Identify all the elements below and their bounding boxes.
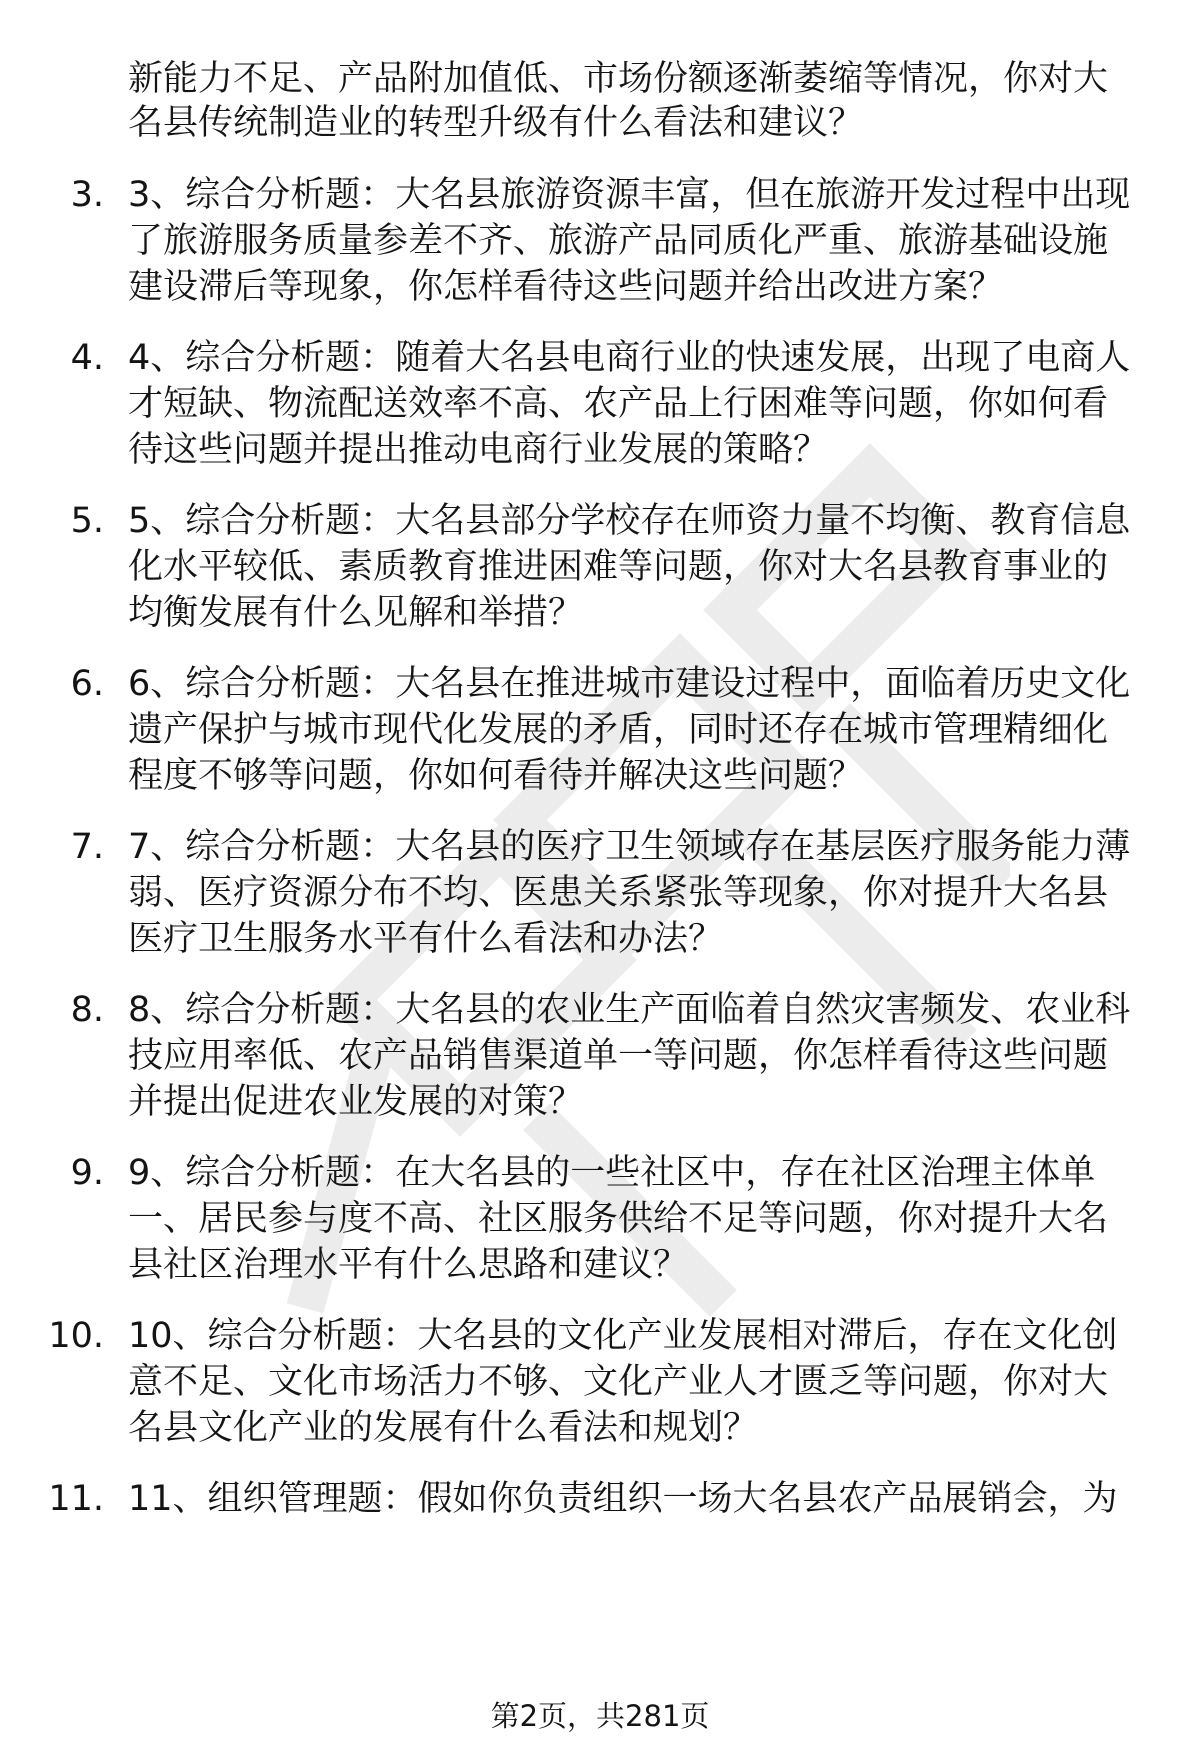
question-text: 10、综合分析题：大名县的文化产业发展相对滞后，存在文化创 (128, 1316, 1118, 1356)
page-footer: 第2页，共281页 (490, 1699, 710, 1733)
list-number: 7. (70, 827, 104, 867)
question-text: 了旅游服务质量参差不齐、旅游产品同质化严重、旅游基础设施 (128, 221, 1109, 261)
list-number: 9. (70, 1153, 104, 1193)
question-text: 才短缺、物流配送效率不高、农产品上行困难等问题，你如何看 (128, 384, 1109, 424)
question-text: 建设滞后等现象，你怎样看待这些问题并给出改进方案？ (128, 267, 1004, 307)
question-text: 程度不够等问题，你如何看待并解决这些问题？ (128, 756, 864, 796)
question-text: 意不足、文化市场活力不够、文化产业人才匮乏等问题，你对大 (128, 1362, 1109, 1402)
list-number: 4. (70, 338, 104, 378)
question-text: 5、综合分析题：大名县部分学校存在师资力量不均衡、教育信息 (128, 501, 1131, 541)
question-text: 医疗卫生服务水平有什么看法和办法？ (128, 919, 724, 959)
list-number: 5. (70, 501, 104, 541)
list-number: 6. (70, 664, 104, 704)
question-text: 待这些问题并提出推动电商行业发展的策略？ (128, 430, 829, 470)
question-text: 化水平较低、素质教育推进困难等问题，你对大名县教育事业的 (128, 547, 1109, 587)
question-text: 均衡发展有什么见解和举措？ (128, 593, 584, 633)
question-text: 县社区治理水平有什么思路和建议？ (128, 1245, 689, 1285)
list-number: 11. (48, 1479, 104, 1519)
question-text: 一、居民参与度不高、社区服务供给不足等问题，你对提升大名 (128, 1199, 1109, 1239)
question-text: 4、综合分析题：随着大名县电商行业的快速发展，出现了电商人 (128, 338, 1131, 378)
question-text: 7、综合分析题：大名县的医疗卫生领域存在基层医疗服务能力薄 (128, 827, 1131, 867)
list-number: 8. (70, 990, 104, 1030)
paragraph-text: 新能力不足、产品附加值低、市场份额逐渐萎缩等情况，你对大 (128, 59, 1109, 99)
question-text: 并提出促进农业发展的对策？ (128, 1082, 584, 1122)
question-text: 6、综合分析题：大名县在推进城市建设过程中，面临着历史文化 (128, 664, 1131, 704)
question-text: 9、综合分析题：在大名县的一些社区中，存在社区治理主体单 (128, 1153, 1096, 1193)
question-text: 弱、医疗资源分布不均、医患关系紧张等现象，你对提升大名县 (128, 873, 1109, 913)
paragraph-text: 名县传统制造业的转型升级有什么看法和建议？ (128, 103, 864, 143)
question-text: 技应用率低、农产品销售渠道单一等问题，你怎样看待这些问题 (128, 1036, 1109, 1076)
question-text: 遗产保护与城市现代化发展的矛盾，同时还存在城市管理精细化 (128, 710, 1109, 750)
question-text: 3、综合分析题：大名县旅游资源丰富，但在旅游开发过程中出现 (128, 175, 1131, 215)
question-text: 11、组织管理题：假如你负责组织一场大名县农产品展销会，为 (128, 1479, 1118, 1519)
question-text: 名县文化产业的发展有什么看法和规划？ (128, 1408, 759, 1448)
question-text: 8、综合分析题：大名县的农业生产面临着自然灾害频发、农业科 (128, 990, 1131, 1030)
list-number: 10. (48, 1316, 104, 1356)
list-number: 3. (70, 175, 104, 215)
